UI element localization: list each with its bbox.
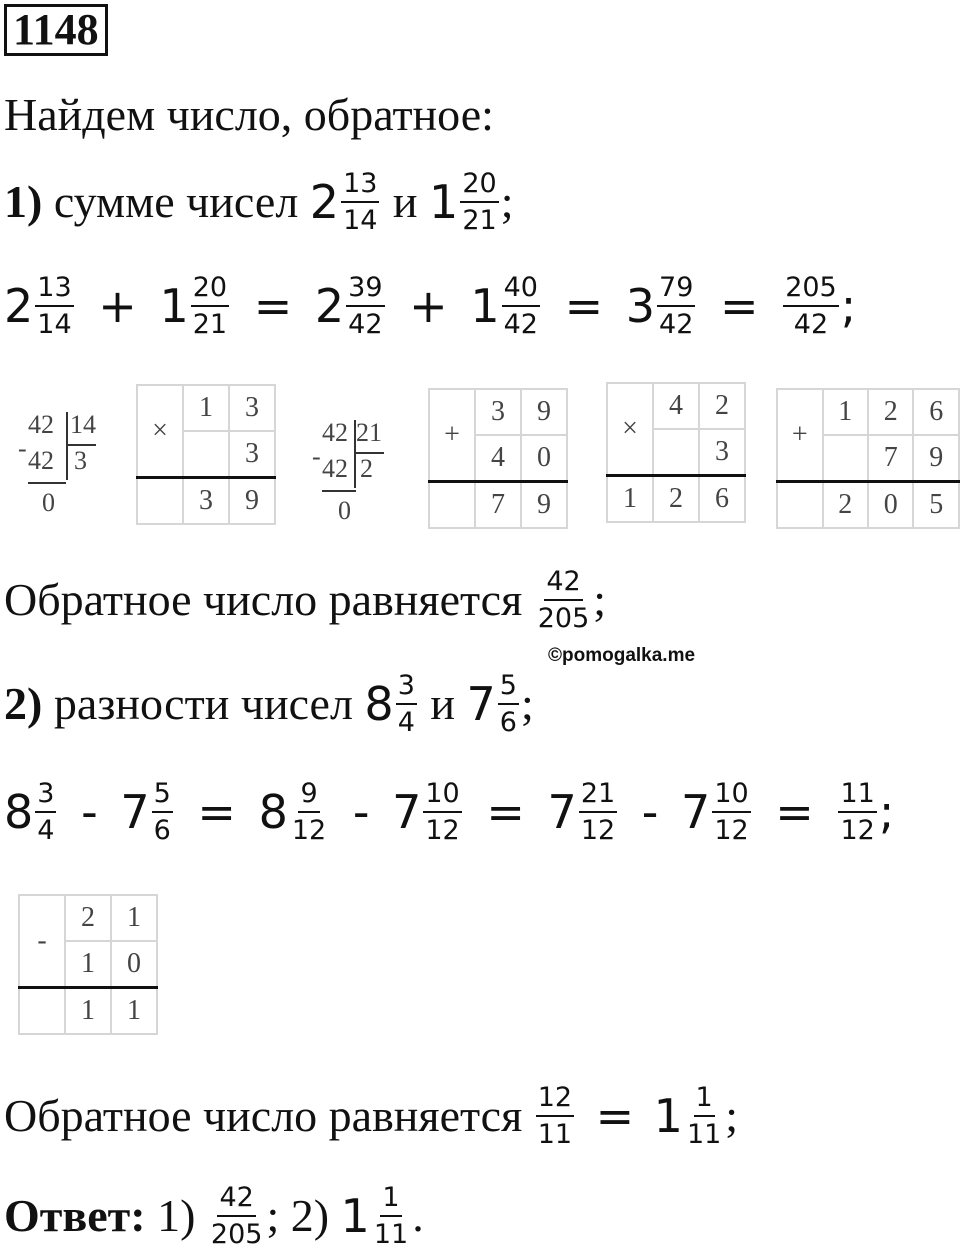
fraction: $\frac{42}{205}$ xyxy=(537,566,590,635)
fraction: $\frac{21}{12}$ xyxy=(580,778,616,847)
fraction: $\frac{9}{12}$ xyxy=(291,778,327,847)
problem-number: 1148 xyxy=(4,4,108,56)
fraction: $\frac{1}{11}$ xyxy=(686,1082,722,1151)
fraction: $\frac{11}{12}$ xyxy=(840,778,875,847)
part2-result: Обратное число равняется $\frac{12}{11}$ = 1 $\frac{1}{11}$ ; xyxy=(4,1082,739,1151)
fraction: $\frac{1}{11}$ xyxy=(373,1182,409,1251)
long-division-2: 42 21 - 42 2 0 xyxy=(312,418,382,525)
and-word: и xyxy=(430,678,456,730)
fraction: $\frac{12}{11}$ xyxy=(537,1082,573,1151)
fraction: $\frac{39}{42}$ xyxy=(348,272,383,341)
part1-label: 1) xyxy=(4,176,43,228)
fraction: $\frac{5}{6}$ xyxy=(153,778,171,847)
answer-label: Ответ: xyxy=(4,1190,146,1242)
mixed-whole: 1 xyxy=(429,175,459,230)
intro-text: Найдем число, обратное: xyxy=(4,89,494,140)
part2-statement: 2) разности чисел 8 $\frac{3}{4}$ и 7 $\frac{5}{6}$ ; xyxy=(4,670,534,739)
fraction: $\frac{5}{6}$ xyxy=(499,670,517,739)
multiplication-grid-1: × 1 3 3 3 9 xyxy=(136,384,276,525)
fraction: $\frac{40}{42}$ xyxy=(503,272,538,341)
addition-grid-2: + 1 2 6 7 9 2 0 5 xyxy=(776,388,960,529)
part1-statement: 1) сумме чисел 2 $\frac{13}{14}$ и 1 $\frac{20}{21}$ ; xyxy=(4,168,514,237)
answer: Ответ: 1) $\frac{42}{205}$ ; 2) 1 $\frac{1}{11}$ . xyxy=(4,1182,424,1251)
fraction: $\frac{3}{4}$ xyxy=(37,778,55,847)
part1-equation: 2 $\frac{13}{14}$ + 1 $\frac{20}{21}$ = 2 $\frac{39}{42}$ + 1 $\frac{40}{42}$ = 3 $\frac{79}{42}$ = $\frac{205}{42}$ ; xyxy=(4,272,857,341)
and-word: и xyxy=(392,176,418,228)
part2-equation: 8 $\frac{3}{4}$ - 7 $\frac{5}{6}$ = 8 $\frac{9}{12}$ - 7 $\frac{10}{12}$ = 7 $\frac{21}{12}$ - 7 $\frac{10}{12}$ = $\frac{11}{12}$ ; xyxy=(4,778,895,847)
fraction: $\frac{10}{12}$ xyxy=(714,778,749,847)
subtraction-grid: - 2 1 1 0 1 1 xyxy=(18,894,158,1035)
fraction: $\frac{3}{4}$ xyxy=(397,670,415,739)
addition-grid-1: + 3 9 4 0 7 9 xyxy=(428,388,568,529)
part2-text: разности чисел xyxy=(53,678,353,730)
watermark: ©pomogalka.me xyxy=(548,645,696,666)
fraction: $\frac{205}{42}$ xyxy=(785,272,837,341)
fraction: $\frac{13}{14}$ xyxy=(343,168,378,237)
fraction: $\frac{42}{205}$ xyxy=(210,1182,263,1251)
fraction: $\frac{79}{42}$ xyxy=(659,272,694,341)
fraction: $\frac{20}{21}$ xyxy=(192,272,228,341)
part2-label: 2) xyxy=(4,678,43,730)
fraction: $\frac{10}{12}$ xyxy=(425,778,460,847)
long-division-1: 42 14 - 42 3 0 xyxy=(18,410,96,517)
fraction: $\frac{20}{21}$ xyxy=(462,168,497,237)
part1-result: Обратное число равняется $\frac{42}{205}$ ; xyxy=(4,566,607,635)
fraction: $\frac{13}{14}$ xyxy=(37,272,72,341)
multiplication-grid-2: × 4 2 3 1 2 6 xyxy=(606,382,746,523)
mixed-whole: 2 xyxy=(309,175,340,230)
part1-text: сумме чисел xyxy=(53,176,299,228)
